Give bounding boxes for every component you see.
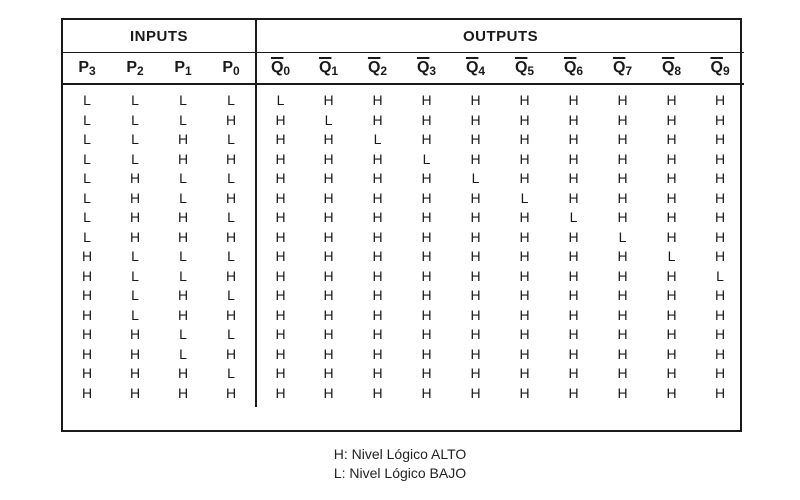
input-cell: H (129, 326, 141, 342)
input-cell: L (179, 170, 187, 186)
output-cell: H (421, 267, 432, 284)
output-cell: H (323, 306, 334, 323)
column-header-q5 (500, 53, 549, 85)
input-cell: L (207, 130, 256, 150)
output-cell: H (421, 365, 432, 381)
column-header-base: $\overline{Q}$ (661, 58, 675, 76)
output-cell: H (666, 306, 677, 323)
input-cell: H (207, 150, 256, 170)
output-cell: H (421, 287, 432, 303)
output-cell: H (421, 384, 432, 401)
output-cell: H (421, 92, 432, 108)
output-cell: H (617, 287, 628, 303)
input-cell: L (131, 131, 139, 147)
output-cell: H (275, 306, 286, 323)
output-cell: H (275, 345, 286, 362)
output-cell: H (372, 170, 383, 186)
output-cell: H (617, 267, 628, 284)
output-cell: H (617, 131, 628, 147)
table-row (63, 208, 744, 228)
truth-table (61, 18, 742, 432)
output-cell: H (470, 384, 481, 401)
output-cell: H (275, 228, 286, 245)
input-cell: H (177, 287, 189, 303)
output-cell: H (666, 365, 677, 381)
input-cell: H (129, 228, 141, 245)
output-cell: H (275, 287, 286, 303)
output-cell: H (421, 131, 432, 147)
column-header-subscript: 1 (184, 63, 192, 78)
input-cell: H (177, 365, 189, 381)
input-cell: L (207, 286, 256, 306)
table-row (63, 84, 744, 111)
table-row (63, 189, 744, 209)
output-cell: H (519, 228, 530, 245)
output-cell: H (617, 209, 628, 225)
output-cell: H (275, 384, 286, 401)
output-cell: H (275, 170, 286, 186)
output-cell: H (617, 326, 628, 342)
output-cell: H (666, 287, 677, 303)
table-row (63, 111, 744, 131)
column-header-subscript: 1 (331, 63, 339, 78)
column-header-q7 (598, 53, 647, 85)
input-cell: H (81, 345, 93, 362)
column-header-q1 (304, 53, 353, 85)
column-header-p0 (207, 53, 256, 85)
column-header-subscript: 4 (478, 63, 486, 78)
input-cell: L (131, 111, 139, 128)
column-header-base: $\overline{Q}$ (710, 58, 723, 76)
output-cell: H (470, 345, 481, 362)
input-cell: L (83, 150, 91, 167)
column-header-base: P (126, 58, 137, 76)
table-row (63, 267, 744, 287)
input-cell: H (129, 345, 141, 362)
output-cell: H (617, 306, 628, 323)
output-cell: H (714, 365, 726, 381)
column-header-q4 (451, 53, 500, 85)
output-cell: H (323, 345, 334, 362)
output-cell: H (519, 209, 530, 225)
output-cell: H (372, 326, 383, 342)
output-cell: H (519, 267, 530, 284)
output-cell: H (568, 267, 579, 284)
output-cell: H (372, 306, 383, 323)
input-cell: H (81, 365, 93, 381)
output-cell: H (519, 306, 530, 323)
input-cell: L (207, 325, 256, 345)
column-header-subscript: 2 (380, 63, 388, 78)
input-cell: L (83, 189, 91, 206)
output-cell: H (617, 111, 628, 128)
output-cell: H (372, 92, 383, 108)
column-header-p2 (111, 53, 159, 85)
output-cell: H (568, 306, 579, 323)
output-cell: H (470, 326, 481, 342)
output-cell: H (666, 150, 677, 167)
input-cell: H (177, 131, 189, 147)
input-cell: L (207, 84, 256, 111)
output-cell: H (372, 189, 383, 206)
column-header-p1 (159, 53, 207, 85)
column-header-subscript: 6 (576, 63, 584, 78)
input-cell: L (131, 150, 139, 167)
input-cell: H (207, 345, 256, 365)
output-cell: L (276, 92, 285, 108)
input-cell: H (177, 209, 189, 225)
output-cell: H (714, 326, 726, 342)
output-cell: L (471, 170, 480, 186)
input-cell: H (207, 189, 256, 209)
output-cell: H (470, 365, 481, 381)
output-cell: H (568, 287, 579, 303)
output-cell: H (568, 131, 579, 147)
table-row (63, 345, 744, 365)
output-cell: H (714, 287, 726, 303)
column-header-p3 (63, 53, 111, 85)
input-cell: L (131, 287, 139, 303)
column-header-base: P (174, 58, 185, 76)
output-cell: H (568, 170, 579, 186)
output-cell: H (470, 150, 481, 167)
output-cell: H (714, 111, 726, 128)
table-row (63, 247, 744, 267)
output-cell: H (275, 150, 286, 167)
input-cell: L (179, 92, 187, 108)
column-header-subscript: 2 (136, 63, 144, 78)
output-cell: H (372, 209, 383, 225)
column-header-q3 (402, 53, 451, 85)
output-cell: H (568, 345, 579, 362)
output-cell: H (714, 150, 726, 167)
output-cell: H (323, 287, 334, 303)
output-cell: H (275, 209, 286, 225)
output-cell: H (372, 384, 383, 401)
input-cell: L (83, 111, 91, 128)
output-cell: H (714, 384, 726, 401)
output-cell: L (667, 248, 676, 264)
input-cell: L (83, 209, 91, 225)
input-cell: H (207, 228, 256, 248)
output-cell: H (421, 189, 432, 206)
column-header-base: P (78, 58, 89, 76)
output-cell: H (617, 170, 628, 186)
input-cell: L (179, 267, 187, 284)
output-cell: L (618, 228, 627, 245)
output-cell: H (323, 384, 334, 401)
output-cell: H (519, 150, 530, 167)
output-cell: H (568, 228, 579, 245)
output-cell: H (372, 287, 383, 303)
output-cell: H (568, 111, 579, 128)
column-header-base: $\overline{Q}$ (367, 58, 381, 76)
input-cell: L (131, 92, 139, 108)
inputs-group-header: INPUTS (63, 20, 256, 53)
truth-table-body (63, 84, 744, 407)
output-cell: H (323, 92, 334, 108)
output-cell: H (666, 92, 677, 108)
column-header-q8 (647, 53, 696, 85)
column-header-q6 (549, 53, 598, 85)
output-cell: H (470, 306, 481, 323)
input-cell: H (207, 306, 256, 326)
input-cell: L (179, 326, 187, 342)
input-cell: L (131, 267, 139, 284)
input-cell: L (179, 345, 187, 362)
input-cell: H (81, 287, 93, 303)
table-row (63, 228, 744, 248)
input-cell: H (129, 365, 141, 381)
output-cell: H (714, 345, 726, 362)
output-cell: H (617, 365, 628, 381)
output-cell: H (617, 248, 628, 264)
column-header-base: P (222, 58, 233, 76)
input-cell: H (129, 170, 141, 186)
output-cell: H (421, 228, 432, 245)
column-header-base: $\overline{Q}$ (612, 58, 626, 76)
input-cell: H (177, 384, 189, 401)
input-cell: L (207, 169, 256, 189)
output-cell: H (323, 248, 334, 264)
output-cell: H (421, 248, 432, 264)
column-header-q9 (696, 53, 744, 85)
output-cell: H (372, 228, 383, 245)
column-header-subscript: 8 (674, 63, 682, 78)
output-cell: H (470, 111, 481, 128)
column-header-row (63, 53, 744, 85)
output-cell: H (421, 306, 432, 323)
output-cell: H (666, 131, 677, 147)
input-cell: H (207, 384, 256, 408)
column-header-subscript: 3 (429, 63, 437, 78)
output-cell: H (714, 170, 726, 186)
output-cell: H (275, 326, 286, 342)
input-cell: H (81, 326, 93, 342)
output-cell: H (421, 170, 432, 186)
column-header-base: $\overline{Q}$ (318, 58, 332, 76)
output-cell: H (519, 170, 530, 186)
input-cell: L (179, 111, 187, 128)
output-cell: H (519, 248, 530, 264)
table-row (63, 286, 744, 306)
output-cell: L (373, 131, 382, 147)
input-cell: H (129, 384, 141, 401)
output-cell: H (666, 384, 677, 401)
output-cell: H (470, 287, 481, 303)
input-cell: H (177, 306, 189, 323)
input-cell: L (131, 306, 139, 323)
output-cell: H (470, 267, 481, 284)
output-cell: H (470, 228, 481, 245)
column-header-subscript: 0 (283, 63, 291, 78)
input-cell: H (81, 384, 93, 401)
table-row (63, 364, 744, 384)
output-cell: H (470, 248, 481, 264)
output-cell: H (666, 345, 677, 362)
output-cell: H (470, 92, 481, 108)
table-row (63, 169, 744, 189)
output-cell: H (519, 111, 530, 128)
output-cell: H (714, 306, 726, 323)
column-header-subscript: 9 (722, 63, 730, 78)
output-cell: H (714, 248, 726, 264)
output-cell: H (275, 365, 286, 381)
output-cell: H (470, 189, 481, 206)
output-cell: H (519, 345, 530, 362)
table-row (63, 325, 744, 345)
output-cell: H (470, 209, 481, 225)
input-cell: L (83, 170, 91, 186)
output-cell: H (323, 189, 334, 206)
input-cell: L (179, 189, 187, 206)
input-cell: H (177, 150, 189, 167)
output-cell: H (275, 189, 286, 206)
table-row (63, 130, 744, 150)
input-cell: H (177, 228, 189, 245)
column-header-base: $\overline{Q}$ (270, 58, 284, 76)
output-cell: H (568, 150, 579, 167)
output-cell: H (714, 209, 726, 225)
output-cell: H (617, 150, 628, 167)
input-cell: L (83, 92, 91, 108)
output-cell: L (324, 111, 333, 128)
output-cell: H (372, 267, 383, 284)
output-cell: H (568, 365, 579, 381)
legend-high: H: Nivel Lógico ALTO (333, 446, 467, 462)
output-cell: H (666, 111, 677, 128)
output-cell: H (568, 384, 579, 401)
output-cell: H (617, 189, 628, 206)
output-cell: H (666, 189, 677, 206)
output-cell: L (422, 150, 431, 167)
legend-low: L: Nivel Lógico BAJO (333, 465, 467, 481)
input-cell: L (207, 247, 256, 267)
output-cell: H (519, 131, 530, 147)
input-cell: H (81, 248, 93, 264)
output-cell: H (275, 111, 286, 128)
column-header-subscript: 5 (527, 63, 535, 78)
output-cell: H (323, 170, 334, 186)
input-cell: L (83, 228, 91, 245)
output-cell: H (323, 365, 334, 381)
input-cell: H (81, 267, 93, 284)
table-row (63, 150, 744, 170)
output-cell: H (372, 345, 383, 362)
input-cell: L (179, 248, 187, 264)
input-cell: L (207, 364, 256, 384)
column-header-base: $\overline{Q}$ (563, 58, 577, 76)
output-cell: H (323, 150, 334, 167)
output-cell: H (323, 131, 334, 147)
output-cell: L (716, 267, 724, 284)
input-cell: H (129, 209, 141, 225)
output-cell: H (421, 111, 432, 128)
output-cell: H (323, 209, 334, 225)
column-header-subscript: 3 (88, 63, 96, 78)
output-cell: H (275, 267, 286, 284)
column-header-base: $\overline{Q}$ (465, 58, 479, 76)
output-cell: H (372, 248, 383, 264)
column-header-base: $\overline{Q}$ (416, 58, 430, 76)
output-cell: H (666, 170, 677, 186)
output-cell: H (519, 287, 530, 303)
table-row (63, 306, 744, 326)
column-header-base: $\overline{Q}$ (514, 58, 528, 76)
output-cell: H (714, 131, 726, 147)
output-cell: L (569, 209, 578, 225)
output-cell: H (323, 326, 334, 342)
output-cell: H (714, 228, 726, 245)
output-cell: H (666, 209, 677, 225)
output-cell: H (323, 228, 334, 245)
output-cell: H (714, 92, 726, 108)
output-cell: H (421, 209, 432, 225)
table-row (63, 384, 744, 408)
output-cell: H (275, 131, 286, 147)
output-cell: H (568, 92, 579, 108)
input-cell: L (131, 248, 139, 264)
outputs-group-header: OUTPUTS (462, 27, 539, 45)
output-cell: H (666, 228, 677, 245)
input-cell: H (81, 306, 93, 323)
output-cell: H (323, 267, 334, 284)
column-header-subscript: 7 (625, 63, 633, 78)
output-cell: H (372, 111, 383, 128)
output-cell: H (666, 267, 677, 284)
input-cell: H (207, 267, 256, 287)
output-cell: H (617, 345, 628, 362)
output-cell: H (421, 345, 432, 362)
output-cell: H (275, 248, 286, 264)
output-cell: H (617, 384, 628, 401)
output-cell: H (568, 189, 579, 206)
output-cell: H (519, 365, 530, 381)
output-cell: H (666, 326, 677, 342)
output-cell: H (372, 365, 383, 381)
output-cell: H (519, 92, 530, 108)
output-cell: H (470, 131, 481, 147)
output-cell: H (568, 326, 579, 342)
input-cell: H (207, 111, 256, 131)
output-cell: H (421, 326, 432, 342)
input-cell: L (207, 208, 256, 228)
output-cell: H (617, 92, 628, 108)
column-header-q0 (256, 53, 304, 85)
output-cell: L (520, 189, 529, 206)
output-cell: H (568, 248, 579, 264)
column-header-subscript: 0 (233, 63, 240, 78)
column-header-q2 (353, 53, 402, 85)
output-cell: H (519, 384, 530, 401)
input-cell: L (83, 131, 91, 147)
output-cell: H (519, 326, 530, 342)
output-cell: H (714, 189, 726, 206)
input-cell: H (129, 189, 141, 206)
output-cell: H (372, 150, 383, 167)
